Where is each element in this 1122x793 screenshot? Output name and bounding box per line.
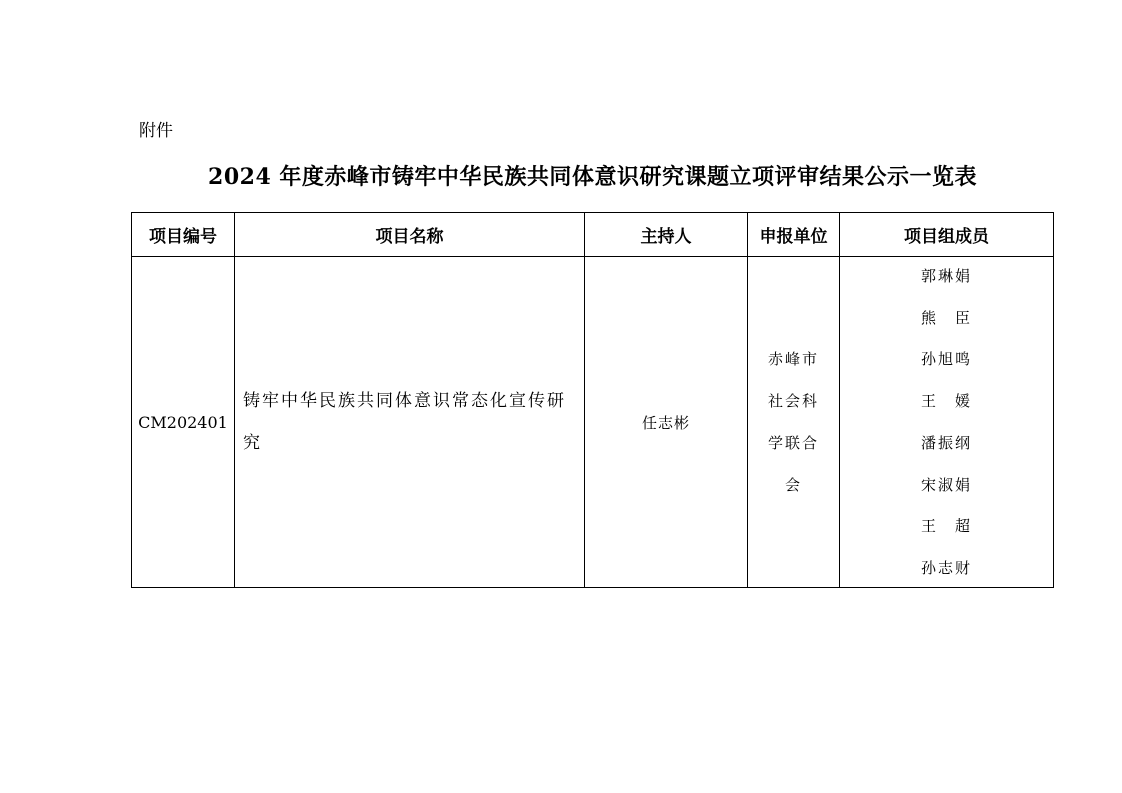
- table-row: [132, 257, 1054, 588]
- attachment-label: 附件: [139, 121, 173, 141]
- header-team-members: 项目组成员: [840, 213, 1054, 257]
- team-members-list: [840, 258, 1053, 586]
- header-project-id: 项目编号: [132, 213, 235, 257]
- team-member: 孙志财: [920, 558, 972, 577]
- header-applicant-unit: 申报单位: [748, 213, 840, 257]
- team-member: 宋淑娟: [920, 475, 972, 494]
- team-member: 王 超: [920, 517, 972, 536]
- team-member: 熊 臣: [920, 308, 972, 327]
- team-member: 潘振纲: [920, 433, 972, 452]
- cell-leader: 任志彬: [585, 257, 748, 588]
- results-table: [131, 212, 1054, 588]
- team-member: 郭琳娟: [920, 267, 972, 285]
- team-member: 王 媛: [920, 392, 972, 411]
- cell-project-name: 铸牢中华民族共同体意识常态化宣传研究: [235, 257, 585, 588]
- team-member: 孙旭鸣: [920, 350, 972, 369]
- cell-project-id: CM202401: [132, 257, 235, 588]
- document-title: 2024 年度赤峰市铸牢中华民族共同体意识研究课题立项评审结果公示一览表: [208, 164, 977, 190]
- cell-applicant-unit: [748, 257, 840, 588]
- cell-team-members: [840, 257, 1054, 588]
- header-project-name: 项目名称: [235, 213, 585, 257]
- table-header-row: [132, 213, 1054, 257]
- header-leader: 主持人: [585, 213, 748, 257]
- applicant-unit-text: 赤峰市社会科学联合会: [767, 350, 819, 494]
